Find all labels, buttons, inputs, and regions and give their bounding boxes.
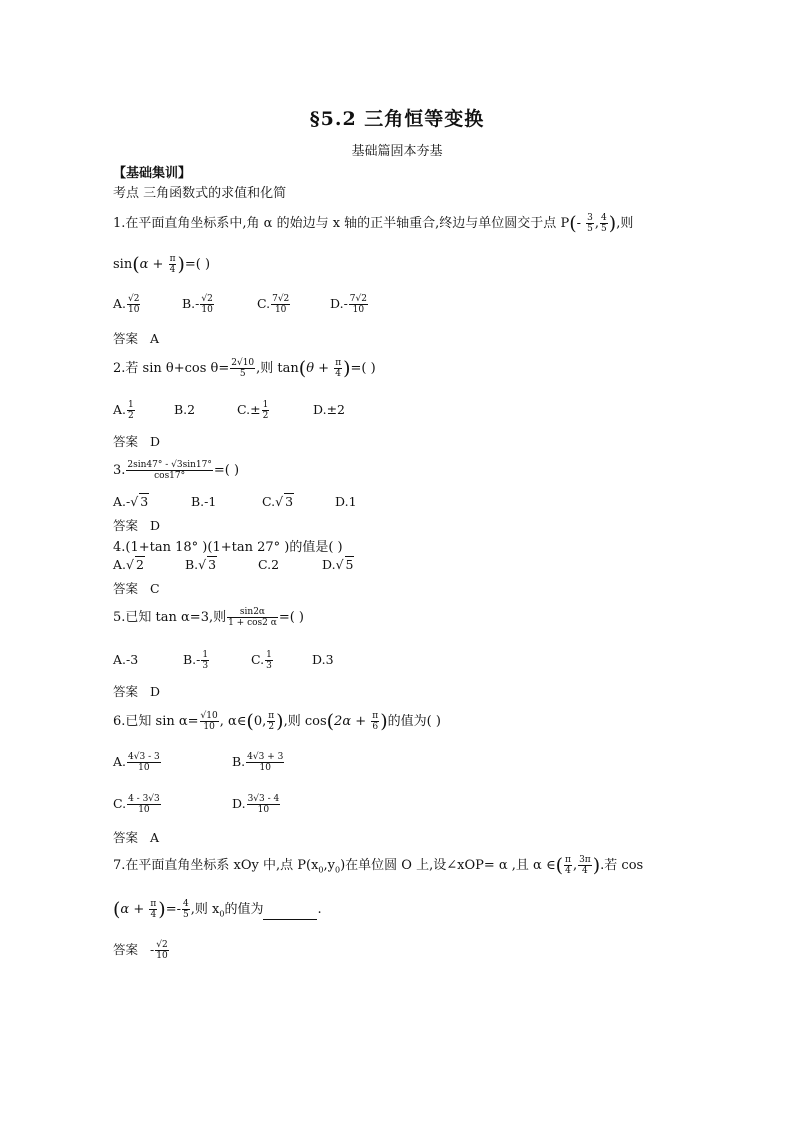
answer-5: 答案 D [113,684,161,699]
question-7-line-2: (α + $\frac{\pi}{4}$ )=- $\frac{4}{5}$ ,则 $x_0$的值为 . [113,898,322,921]
fraction: $\frac{\pi}{4}$ [169,254,176,275]
option-c: C. $\frac{7√2}{10}$ [257,294,290,315]
question-6: 6.已知 sin α= $\frac{√10}{10}$ , α∈(0, $\frac{\pi}{2}$ ),则 cos(2α + $\frac{\pi}{6}$ )的值为( ) [113,710,441,733]
answer-4: 答案 C [113,581,160,596]
option-d: D.±2 [313,402,345,417]
page-title: §5.2 三角恒等变换 [309,108,485,130]
option-a: A. $\frac{√2}{10}$ [113,294,140,315]
answer-1: 答案 A [113,331,160,346]
question-1-line-2: sin(α + $\frac{\pi}{4}$ )=( ) [113,253,211,276]
option-d: D.3 [312,652,334,667]
option-c: C. $\frac{1}{3}$ [251,650,272,671]
option-a: A.-√ 3 [113,494,149,509]
answer-6: 答案 A [113,830,160,845]
option-c: C.√ 3 [262,494,294,509]
section-heading: 【基础集训】 [113,166,192,181]
option-a: A.√ 2 [113,557,144,572]
question-1-line-1: 1.在平面直角坐标系中,角 α 的始边与 x 轴的正半轴重合,终边与单位圆交于点 P(- $\frac{3}{5}$ , $\frac{4}{5}$ ),则 [113,212,634,235]
question-2: 2.若 sin θ+cos θ= $\frac{2√10}{5}$ ,则 tan(θ + $\frac{\pi}{4}$ )=( ) [113,357,376,380]
answer-blank[interactable] [263,907,317,920]
question-text: 在平面直角坐标系中,角 α 的始边与 x 轴的正半轴重合,终边与单位圆交于点 P [125,216,570,231]
option-d: D.1 [335,494,357,509]
option-d: D.√ 5 [322,557,354,572]
option-c: C.± $\frac{1}{2}$ [237,400,269,421]
option-b: B.√ 3 [185,557,217,572]
minus-sign: - [576,216,582,231]
answer-3: 答案 D [113,518,161,533]
page-subtitle: 基础篇固本夯基 [351,144,443,159]
option-b: B.- $\frac{1}{3}$ [183,650,209,671]
question-3: 3. $\frac{2\sin 47^\circ - √3\sin 17^\circ}{\cos 17^\circ}$ =( ) [113,460,240,481]
option-c: C.2 [258,557,280,572]
option-b: B. $\frac{4√3 + 3}{10}$ [232,752,284,773]
paren-close: ) [608,212,617,235]
question-number: 1. [113,216,126,231]
option-d: D. $\frac{3√3 - 4}{10}$ [232,794,280,815]
fraction: $\frac{4}{5}$ [601,213,607,234]
option-d: D.- $\frac{7√2}{10}$ [330,294,367,315]
fraction: $\frac{3}{5}$ [587,213,593,234]
answer-2: 答案 D [113,434,161,449]
answer-7: 答案 - $\frac{√2}{10}$ [113,940,168,961]
paren-open: ( [569,212,577,235]
topic-heading: 考点 三角函数式的求值和化简 [113,186,287,201]
question-5: 5.已知 tan α=3,则 $\frac{\sin 2\alpha}{1 + \cos 2 \alpha}$ =( ) [113,607,304,628]
question-7-line-1: 7.在平面直角坐标系 xOy 中,点 $P(x_0,y_0)$在单位圆 O 上,设∠xOP= α ,且 α ∈( $\frac{\pi}{4}$ , $\frac{3\pi}{4}$ ).若 cos [113,854,644,877]
option-a: A.-3 [113,652,139,667]
option-a: A. $\frac{4√3 - 3}{10}$ [113,752,160,773]
option-a: A. $\frac{1}{2}$ [113,400,134,421]
option-b: B.2 [174,402,196,417]
option-b: B.- $\frac{√2}{10}$ [182,294,213,315]
option-b: B.-1 [191,494,217,509]
question-4: 4.(1+tan 18° )(1+tan 27° )的值是( ) [113,540,343,555]
option-c: C. $\frac{4 - 3√3}{10}$ [113,794,160,815]
